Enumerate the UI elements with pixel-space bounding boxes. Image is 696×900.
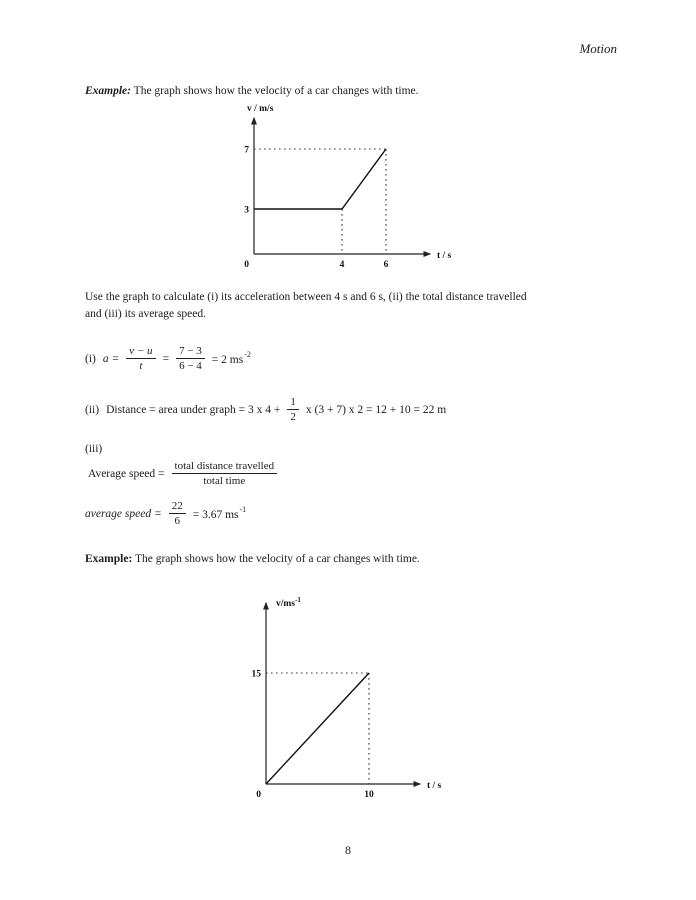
fraction-numerator: 22 — [169, 499, 186, 514]
eq-i-result — [212, 351, 251, 366]
fraction-denominator: total time — [203, 475, 246, 488]
x-tick-label: 6 — [383, 260, 389, 270]
fraction-numerator: 1 — [287, 395, 299, 410]
eq-i-lhs: a = — [102, 352, 120, 365]
average-speed-result — [193, 506, 246, 521]
equation-distance — [85, 395, 446, 425]
fraction-denominator: 6 — [174, 515, 180, 528]
y-tick-label: 15 — [251, 669, 261, 680]
velocity-time-graph-1 — [236, 101, 472, 278]
fraction-denominator: 6 − 4 — [179, 360, 202, 373]
y-tick-label: 7 — [244, 145, 249, 156]
average-speed-result-exponent: -1 — [239, 505, 247, 515]
fraction-distance-over-time — [172, 459, 278, 489]
example1-label: Example: — [85, 85, 131, 97]
velocity-time-graph-1-svg — [236, 101, 472, 275]
equation-acceleration — [85, 344, 251, 374]
y-axis-label-exponent: -1 — [295, 596, 301, 604]
fraction-22-over-6 — [169, 499, 186, 529]
fraction-denominator: t — [139, 360, 143, 373]
example2-paragraph — [85, 551, 420, 568]
eq-ii-post-text: x (3 + 7) x 2 = 12 + 10 = 22 m — [305, 403, 447, 416]
question-line-1: Use the graph to calculate (i) its acceleration between 4 s and 6 s, (ii) the total distance travelled — [85, 291, 527, 303]
eq-ii-label: (ii) — [85, 403, 100, 416]
fraction-one-half — [287, 395, 299, 425]
average-speed-value-lhs: average speed = — [85, 507, 162, 520]
example2-label: Example: — [85, 553, 133, 565]
part-iii-label: (iii) — [85, 443, 103, 455]
equation-average-speed-value — [85, 499, 246, 529]
running-header: Motion — [579, 41, 617, 56]
page-number: 8 — [345, 843, 351, 857]
eq-ii-pre-text: Distance = area under graph = 3 x 4 + — [106, 403, 281, 416]
equation-average-speed-formula — [88, 459, 277, 489]
velocity-line — [266, 673, 369, 784]
eq-i-label: (i) — [85, 352, 96, 365]
x-tick-label: 4 — [339, 260, 345, 270]
y-tick-label: 3 — [244, 205, 249, 216]
velocity-time-graph-2-svg — [246, 592, 476, 804]
y-axis-label-base: v/ms — [276, 599, 295, 609]
x-tick-label: 10 — [364, 790, 374, 800]
example1-text: The graph shows how the velocity of a car changes with time. — [131, 85, 419, 97]
example1-paragraph — [85, 83, 419, 100]
average-speed-result-text: = 3.67 ms — [192, 509, 239, 522]
fraction-7-minus-3-over-6-minus-4 — [176, 344, 205, 374]
fraction-numerator: v − u — [126, 344, 155, 359]
fraction-v-minus-u-over-t — [126, 344, 155, 374]
question-line-2: and (iii) its average speed. — [85, 307, 207, 320]
fraction-numerator: total distance travelled — [172, 459, 278, 474]
equals-sign: = — [162, 352, 170, 365]
velocity-line — [254, 149, 386, 209]
velocity-time-graph-2 — [246, 592, 476, 807]
fraction-numerator: 7 − 3 — [176, 344, 205, 359]
origin-label: 0 — [244, 260, 249, 270]
x-axis-label: t / s — [437, 251, 452, 261]
average-speed-lhs: Average speed = — [88, 467, 165, 480]
origin-label: 0 — [256, 790, 261, 800]
eq-i-result-text: = 2 ms — [211, 354, 244, 367]
question-paragraph — [85, 289, 527, 322]
example2-text: The graph shows how the velocity of a car changes with time. — [132, 553, 420, 565]
x-axis-label: t / s — [427, 781, 442, 791]
y-axis-label: v / m/s — [247, 104, 274, 114]
fraction-denominator: 2 — [290, 411, 296, 424]
y-axis-label — [276, 596, 301, 609]
eq-i-result-exponent: -2 — [244, 350, 251, 360]
